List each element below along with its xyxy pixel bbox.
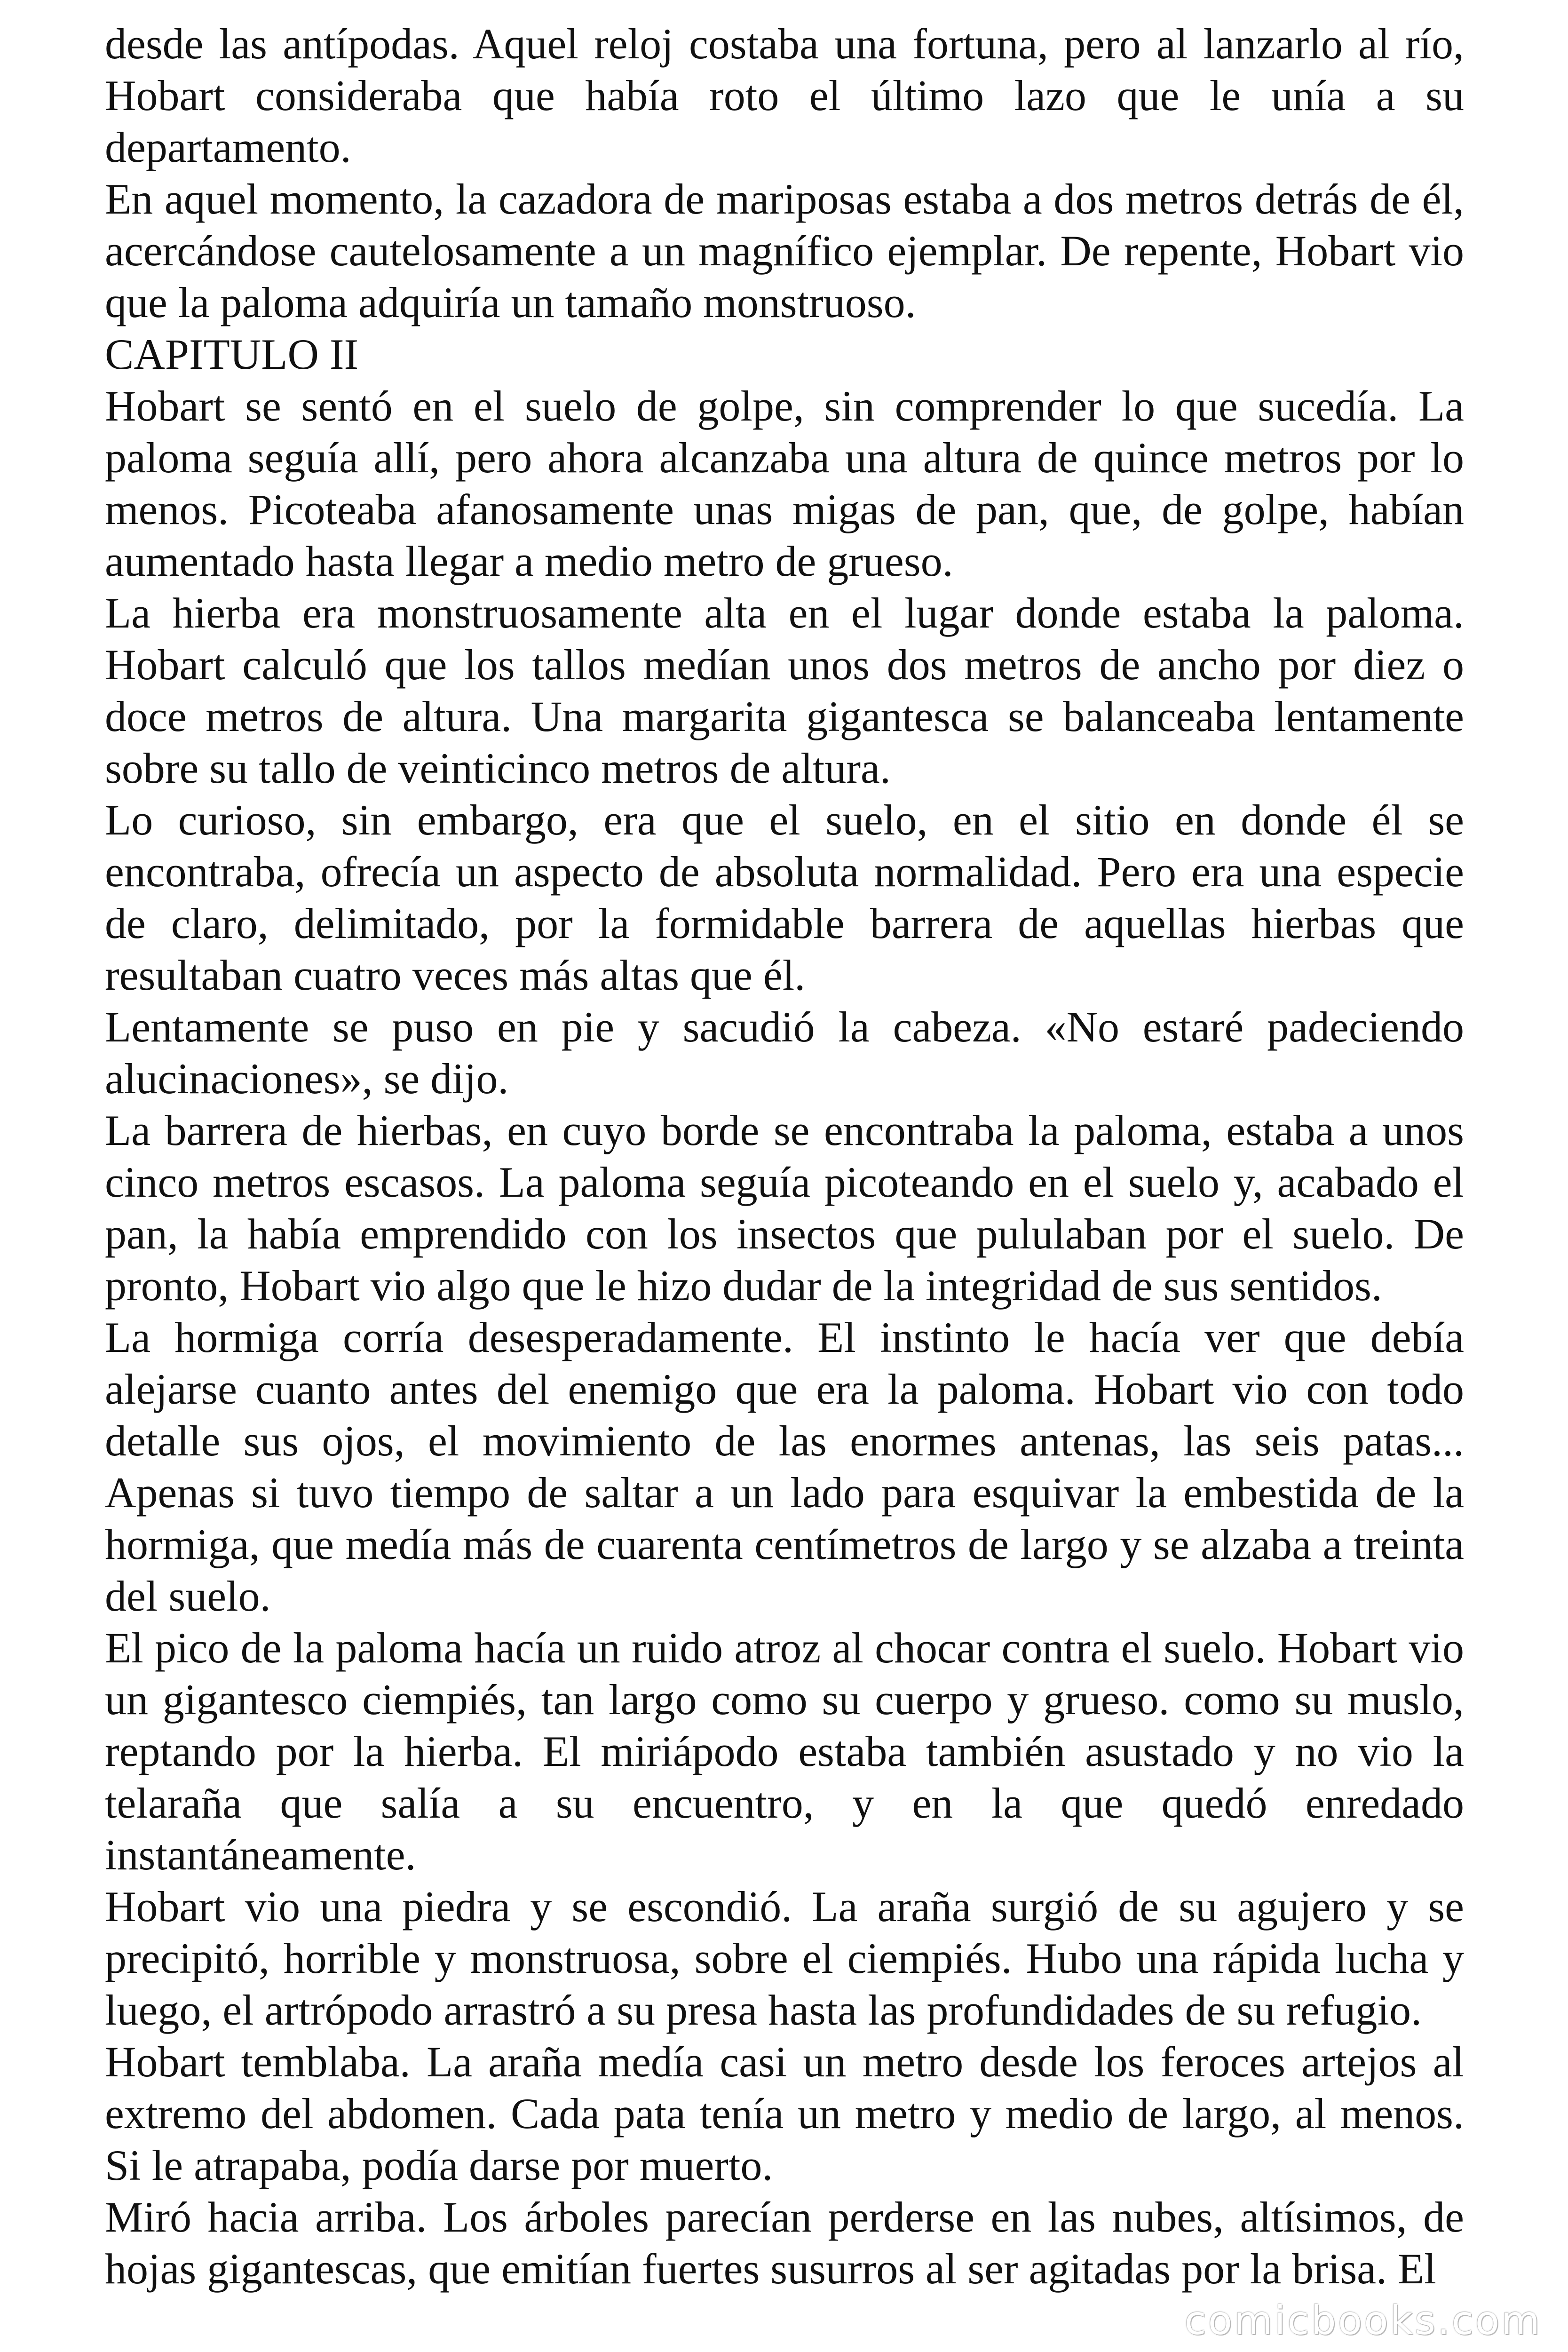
- chapter-paragraph-10: Miró hacia arriba. Los árboles parecían perderse en las nubes, altísimos, de hojas gigantescas, que emitían fuertes susurros al ser agitadas por la brisa. El: [105, 2193, 1464, 2293]
- chapter-paragraph-4: Lentamente se puso en pie y sacudió la cabeza. «No estaré padeciendo alucinaciones», se dijo.: [105, 1003, 1464, 1103]
- chapter-paragraph-2: La hierba era monstruosamente alta en el lugar donde estaba la paloma. Hobart calculó que los tallos medían unos dos metros de ancho por diez o doce metros de altura. Una margarita gigantesca se balanceaba lentamente sobre su tallo de veinticinco metros de altura.: [105, 589, 1464, 792]
- chapter-paragraph-3: Lo curioso, sin embargo, era que el suelo, en el sitio en donde él se encontraba, ofrecía un aspecto de absoluta normalidad. Pero era una especie de claro, delimitado, por la formidable barrera de aquellas hierbas que resultaban cuatro veces más altas que él.: [105, 796, 1464, 999]
- chapter-paragraph-9: Hobart temblaba. La araña medía casi un metro desde los feroces artejos al extremo del abdomen. Cada pata tenía un metro y medio de largo, al menos. Si le atrapaba, podía darse por muerto.: [105, 2038, 1464, 2189]
- paragraph-1: desde las antípodas. Aquel reloj costaba una fortuna, pero al lanzarlo al río, Hobart consideraba que había roto el último lazo que le unía a su departamento.: [105, 20, 1464, 171]
- paragraph-2: En aquel momento, la cazadora de mariposas estaba a dos metros detrás de él, acercándose cautelosamente a un magnífico ejemplar. De repente, Hobart vio que la paloma adquiría un tamaño monstruoso.: [105, 175, 1464, 326]
- chapter-paragraph-5: La barrera de hierbas, en cuyo borde se encontraba la paloma, estaba a unos cinco metros escasos. La paloma seguía picoteando en el suelo y, acabado el pan, la había emprendido con los insectos que pululaban por el suelo. De pronto, Hobart vio algo que le hizo dudar de la integridad de sus sentidos.: [105, 1106, 1464, 1310]
- chapter-paragraph-6: La hormiga corría desesperadamente. El instinto le hacía ver que debía alejarse cuanto antes del enemigo que era la paloma. Hobart vio con todo detalle sus ojos, el movimiento de las enormes antenas, las seis patas... Apenas si tuvo tiempo de saltar a un lado para esquivar la embestida de la hormiga, que medía más de cuarenta centímetros de largo y se alzaba a treinta del suelo.: [105, 1313, 1464, 1620]
- watermark-logo: comicbooks.com: [1184, 2297, 1542, 2344]
- chapter-heading: CAPITULO II: [105, 330, 359, 378]
- chapter-paragraph-1: Hobart se sentó en el suelo de golpe, sin comprender lo que sucedía. La paloma seguía allí, pero ahora alcanzaba una altura de quince metros por lo menos. Picoteaba afanosamente unas migas de pan, que, de golpe, habían aumentado hasta llegar a medio metro de grueso.: [105, 382, 1464, 585]
- chapter-paragraph-7: El pico de la paloma hacía un ruido atroz al chocar contra el suelo. Hobart vio un gigantesco ciempiés, tan largo como su cuerpo y grueso. como su muslo, reptando por la hierba. El miriápodo estaba también asustado y no vio la telaraña que salía a su encuentro, y en la que quedó enredado instantáneamente.: [105, 1624, 1464, 1879]
- chapter-paragraph-8: Hobart vio una piedra y se escondió. La araña surgió de su agujero y se precipitó, horrible y monstruosa, sobre el ciempiés. Hubo una rápida lucha y luego, el artrópodo arrastró a su presa hasta las profundidades de su refugio.: [105, 1883, 1464, 2034]
- document-page: [105, 18, 1464, 2295]
